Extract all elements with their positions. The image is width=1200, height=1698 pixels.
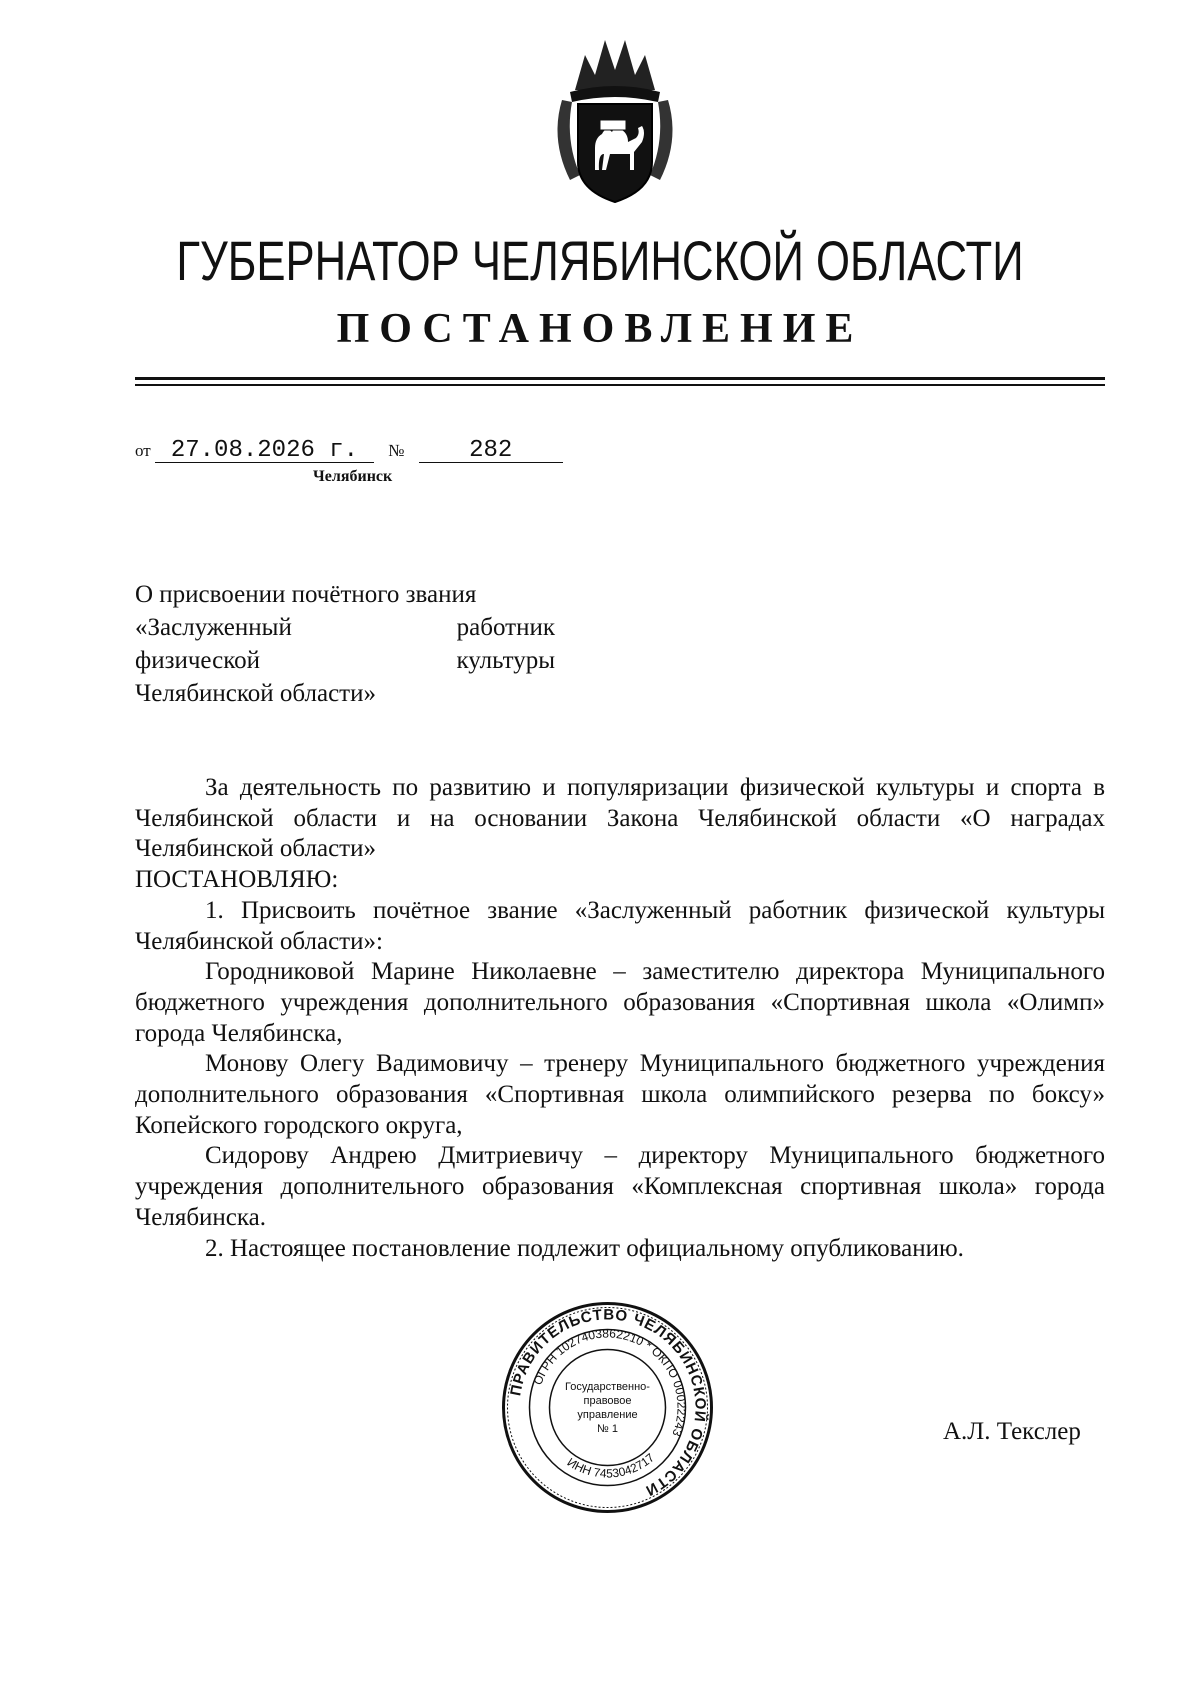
chelyabinsk-coat-of-arms-icon (540, 30, 690, 210)
subject-line: физической культуры (135, 647, 555, 674)
seal-outer-text: ПРАВИТЕЛЬСТВО ЧЕЛЯБИНСКОЙ ОБЛАСТИ (507, 1306, 709, 1500)
date-prefix: от (135, 441, 151, 460)
awardee-paragraph: Сидорову Андрею Дмитриевичу – директору Муниципального бюджетного учреждения дополнительного образования «Комплексная спортивная школа» города Челябинска. (135, 1142, 1105, 1231)
header-rule-thick (135, 377, 1105, 380)
item-1: 1. Присвоить почётное звание «Заслуженный работник физической культуры Челябинской области»: (135, 896, 1105, 955)
awardee-paragraph: Городниковой Марине Николаевне – заместителю директора Муниципального бюджетного учреждения дополнительного образования «Спортивная школа «Олимп» города Челябинска, (135, 958, 1105, 1047)
number-prefix: № (388, 441, 405, 460)
item-2: 2. Настоящее постановление подлежит официальному опубликованию. (205, 1234, 964, 1262)
document-body (135, 773, 1105, 1264)
seal-center-line: правовое (583, 1395, 632, 1407)
seal-inn-text: ИНН 7453042717 (564, 1450, 658, 1481)
resolve-heading: ПОСТАНОВЛЯЮ: (135, 866, 339, 894)
seal-center-line: управление (577, 1409, 638, 1421)
date-number-line (135, 437, 563, 464)
document-type: ПОСТАНОВЛЕНИЕ (336, 306, 864, 352)
seal-center-line: № 1 (597, 1423, 618, 1435)
organization-title: ГУБЕРНАТОР ЧЕЛЯБИНСКОЙ ОБЛАСТИ (176, 229, 1024, 292)
subject-line: О присвоении почётного звания (135, 581, 477, 608)
signatory-name: А.Л. Текслер (943, 1418, 1081, 1445)
seal-center-line: Государственно- (565, 1381, 650, 1393)
document-subject (135, 578, 555, 710)
document-city: Челябинск (313, 468, 393, 485)
official-seal (500, 1300, 715, 1515)
header-rule-thin (135, 384, 1105, 386)
awardee-paragraph: Монову Олегу Вадимовичу – тренеру Муниципального бюджетного учреждения дополнительного образования «Спортивная школа олимпийского резерва по боксу» Копейского городского округа, (135, 1050, 1105, 1139)
subject-line: Челябинской области» (135, 680, 376, 707)
document-number: 282 (419, 440, 563, 463)
document-date: 27.08.2026 г. (155, 440, 374, 463)
subject-line: «Заслуженный работник (135, 614, 555, 641)
intro-paragraph: За деятельность по развитию и популяризации физической культуры и спорта в Челябинской области и на основании Закона Челябинской области «О наградах Челябинской области» (135, 774, 1105, 863)
seal-inner-text: ОГРН 1027403862210 * ОКПО 00022243 (530, 1326, 689, 1439)
